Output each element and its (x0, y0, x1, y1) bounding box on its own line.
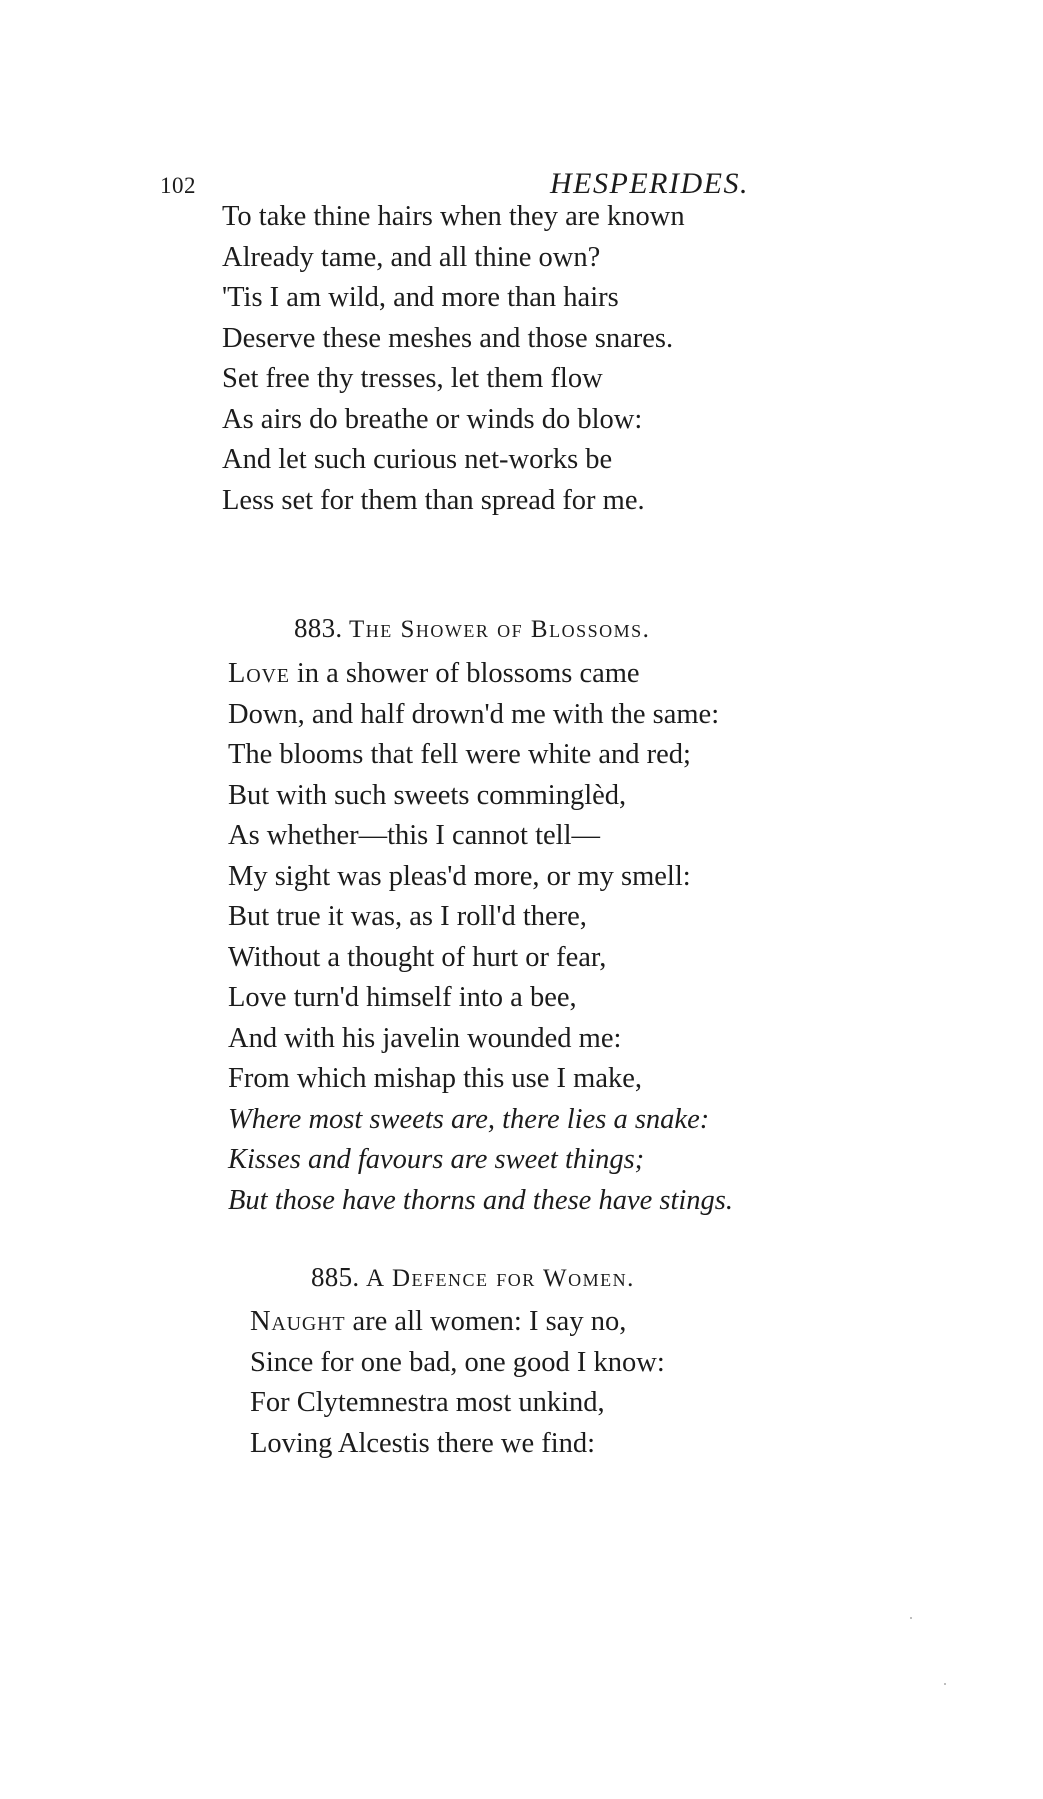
drop-word: Naught (250, 1306, 346, 1337)
page-number: 102 (160, 173, 196, 198)
poem-885-heading (311, 1262, 635, 1293)
verse-line: As whether—this I cannot tell— (228, 820, 601, 851)
first-line-rest: are all women: I say no, (345, 1306, 627, 1337)
continuation-stanza (222, 197, 685, 521)
verse-line: Without a thought of hurt or fear, (228, 941, 607, 973)
poem-883-heading (294, 613, 650, 644)
paper-speck (910, 1617, 912, 1619)
verse-line: As airs do breathe or winds do blow: (222, 403, 643, 435)
poem-883-title: The Shower of Blossoms. (349, 616, 651, 643)
verse-line-first (228, 654, 733, 695)
verse-line: Less set for them than spread for me. (222, 484, 645, 516)
verse-line: Love turn'd himself into a bee, (228, 982, 577, 1013)
verse-line: The blooms that fell were white and red; (228, 739, 691, 770)
verse-line: Loving Alcestis there we find: (250, 1427, 596, 1459)
verse-line: And let such curious net-works be (222, 444, 613, 475)
poem-885-number: 885. (311, 1262, 360, 1292)
verse-line: Down, and half drown'd me with the same: (228, 698, 720, 730)
verse-line: Since for one bad, one good I know: (250, 1346, 665, 1378)
first-line-rest: in a shower of blossoms came (289, 658, 640, 689)
poem-883-number: 883. (294, 613, 343, 643)
verse-line: From which mishap this use I make, (228, 1063, 642, 1094)
verse-line: For Clytemnestra most unkind, (250, 1387, 605, 1418)
running-title: HESPERIDES. (550, 167, 749, 200)
verse-line: My sight was pleas'd more, or my smell: (228, 860, 691, 892)
verse-line-italic: Kisses and favours are sweet things; (228, 1144, 645, 1175)
poem-883-stanza (228, 654, 733, 1221)
poem-885-stanza (250, 1302, 665, 1464)
verse-line: Deserve these meshes and those snares. (222, 322, 674, 354)
verse-line: To take thine hairs when they are known (222, 201, 685, 232)
verse-line: Already tame, and all thine own? (222, 241, 601, 273)
verse-line: And with his javelin wounded me: (228, 1022, 622, 1054)
poem-885-title: A Defence for Women. (366, 1265, 635, 1292)
verse-line: 'Tis I am wild, and more than hairs (222, 282, 619, 313)
drop-word: Love (228, 658, 290, 689)
verse-line: But true it was, as I roll'd there, (228, 901, 587, 932)
verse-line-italic: But those have thorns and these have stings. (228, 1184, 734, 1216)
paper-speck (944, 1683, 946, 1685)
verse-line-first (250, 1302, 665, 1343)
verse-line: But with such sweets comminglèd, (228, 779, 627, 811)
verse-line: Set free thy tresses, let them flow (222, 363, 603, 394)
verse-line-italic: Where most sweets are, there lies a snake: (228, 1103, 710, 1135)
